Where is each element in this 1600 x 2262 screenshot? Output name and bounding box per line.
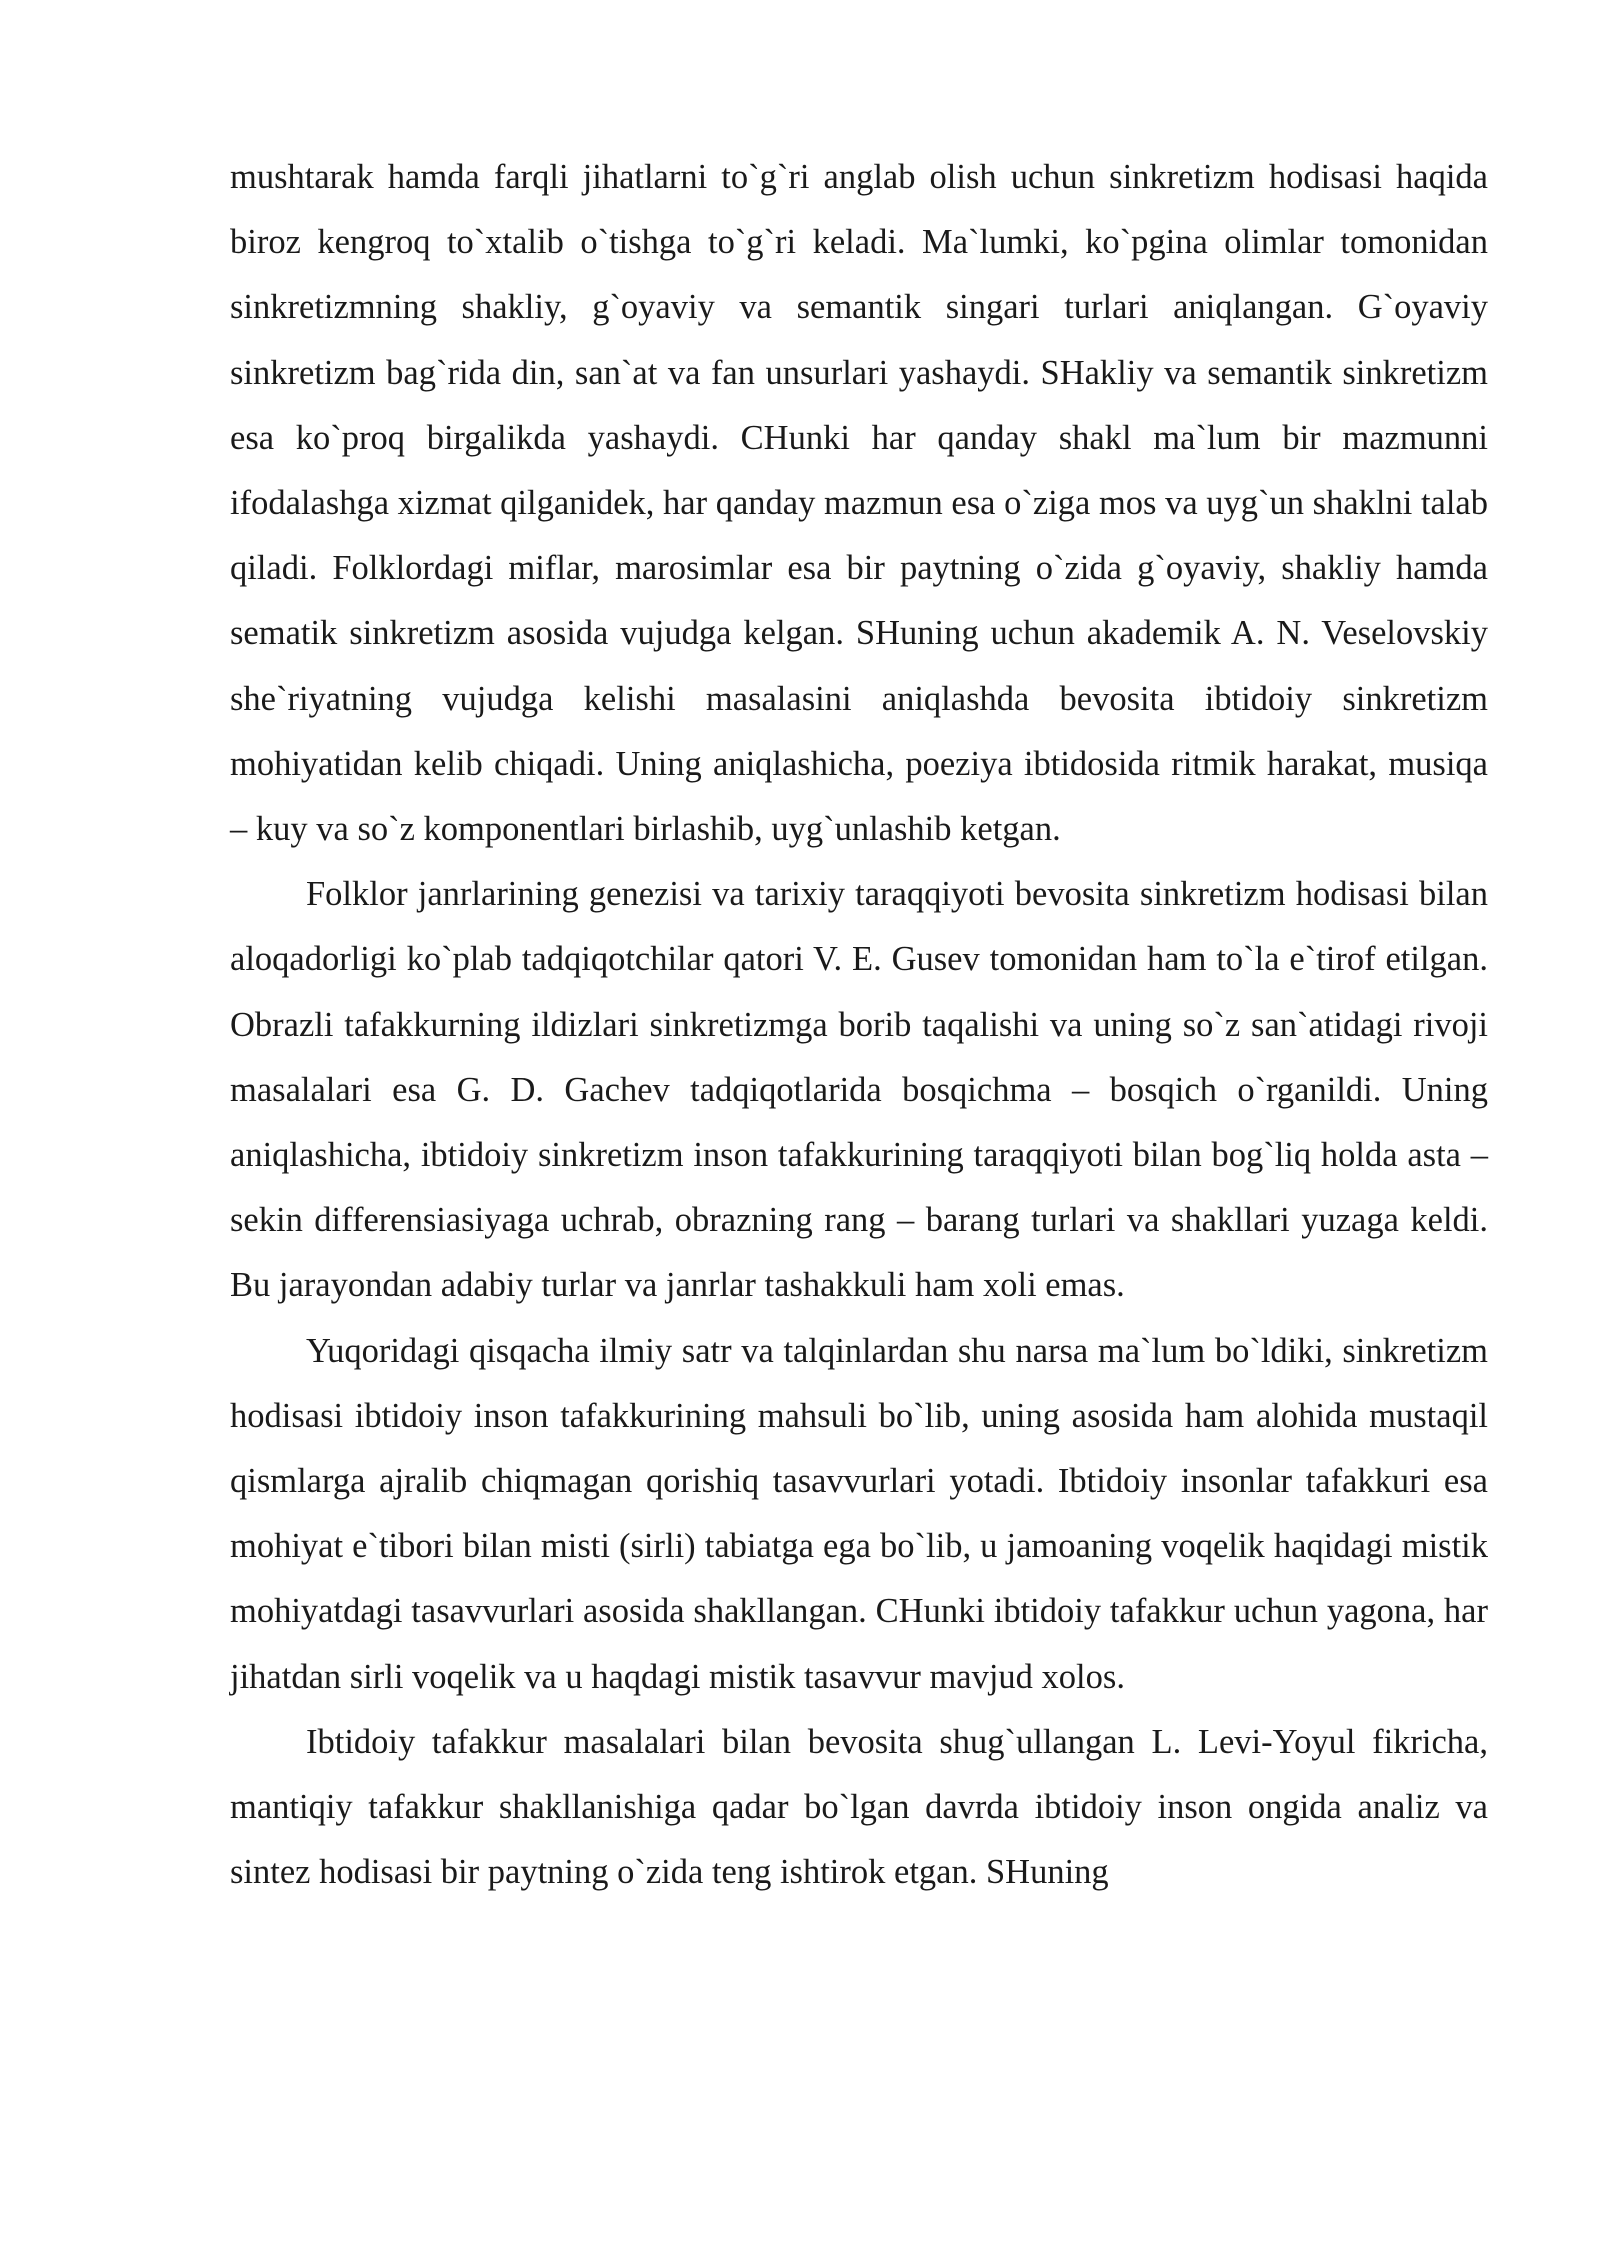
paragraph-2: Folklor janrlarining genezisi va tarixiy taraqqiyoti bevosita sinkretizm hodisasi bilan aloqadorligi ko`plab tadqiqotchilar qatori V. E. Gusev tomonidan ham to`la e`tirof etilgan. Obrazli tafakkurning ildizlari sinkretizmga borib taqalishi va uning so`z san`atidagi rivoji masalalari esa G. D. Gachev tadqiqotlarida bosqichma – bosqich o`rganildi. Uning aniqlashicha, ibtidoiy sinkretizm inson tafakkurining taraqqiyoti bilan bog`liq holda asta – sekin differensiasiyaga uchrab, obrazning rang – barang turlari va shakllari yuzaga keldi. Bu jarayondan adabiy turlar va janrlar tashakkuli ham xoli emas. bbox=[230, 875, 1488, 1305]
paragraph-4: Ibtidoiy tafakkur masalalari bilan bevosita shug`ullangan L. Levi-Yoyul fikricha, mantiqiy tafakkur shakllanishiga qadar bo`lgan davrda ibtidoiy inson ongida analiz va sintez hodisasi bir paytning o`zida teng ishtirok etgan. SHuning bbox=[230, 1722, 1488, 1892]
paragraph-3: Yuqoridagi qisqacha ilmiy satr va talqinlardan shu narsa ma`lum bo`ldiki, sinkretizm hodisasi ibtidoiy inson tafakkurining mahsuli bo`lib, uning asosida ham alohida mustaqil qismlarga ajralib chiqmagan qorishiq tasavvurlari yotadi. Ibtidoiy insonlar tafakkuri esa mohiyat e`tibori bilan misti (sirli) tabiatga ega bo`lib, u jamoaning voqelik haqidagi mistik mohiyatdagi tasavvurlari asosida shakllangan. CHunki ibtidoiy tafakkur uchun yagona, har jihatdan sirli voqelik va u haqdagi mistik tasavvur mavjud xolos. bbox=[230, 1331, 1488, 1696]
paragraph-1: mushtarak hamda farqli jihatlarni to`g`ri anglab olish uchun sinkretizm hodisasi haqida biroz kengroq to`xtalib o`tishga to`g`ri keladi. Ma`lumki, ko`pgina olimlar tomonidan sinkretizmning shakliy, g`oyaviy va semantik singari turlari aniqlangan. G`oyaviy sinkretizm bag`rida din, san`at va fan unsurlari yashaydi. SHakliy va semantik sinkretizm esa ko`proq birgalikda yashaydi. CHunki har qanday shakl ma`lum bir mazmunni ifodalashga xizmat qilganidek, har qanday mazmun esa o`ziga mos va uyg`un shaklni talab qiladi. Folklordagi miflar, marosimlar esa bir paytning o`zida g`oyaviy, shakliy hamda sematik sinkretizm asosida vujudga kelgan. SHuning uchun akademik A. N. Veselovskiy she`riyatning vujudga kelishi masalasini aniqlashda bevosita ibtidoiy sinkretizm mohiyatidan kelib chiqadi. Uning aniqlashicha, poeziya ibtidosida ritmik harakat, musiqa – kuy va so`z komponentlari birlashib, uyg`unlashib ketgan. bbox=[230, 158, 1488, 849]
body-text bbox=[230, 145, 1488, 1905]
